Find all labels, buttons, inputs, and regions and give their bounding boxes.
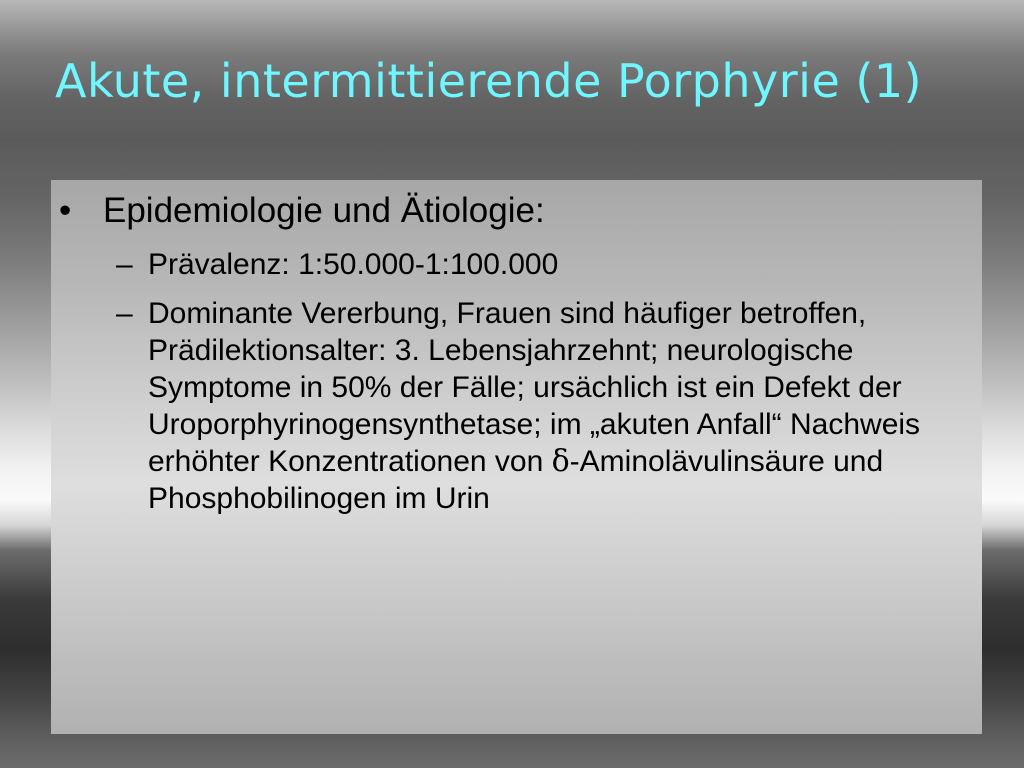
bullet-marker: •: [59, 191, 72, 230]
dash-marker: –: [116, 248, 133, 281]
inheritance-text-part2: -Aminolävulinsäure und Phosphobilinogen im Urin: [148, 445, 884, 515]
main-bullet: [59, 190, 545, 232]
main-bullet-text: Epidemiologie und Ätiologie:: [103, 191, 545, 230]
slide-title: Akute, intermittierende Porphyrie (1): [55, 54, 923, 108]
sub-bullet-inheritance: [116, 295, 966, 517]
content-box: [51, 180, 982, 734]
prevalence-text: Prävalenz: 1:50.000-1:100.000: [148, 248, 559, 281]
dash-marker: –: [116, 297, 133, 330]
delta-symbol: δ: [551, 444, 570, 479]
sub-bullet-list: [116, 246, 966, 529]
sub-bullet-prevalence: [116, 246, 966, 283]
inheritance-text-part1: Dominante Vererbung, Frauen sind häufiger betroffen, Prädilektionsalter: 3. Lebensjahrzehnt; neurologische Symptome in 50% der Fälle; ursächlich ist ein Defekt der Uroporphyrinogensynthetase; im „akuten Anfall“ Nachweis erhöhter Konzentrationen von: [148, 297, 921, 478]
inheritance-text: [148, 295, 966, 517]
